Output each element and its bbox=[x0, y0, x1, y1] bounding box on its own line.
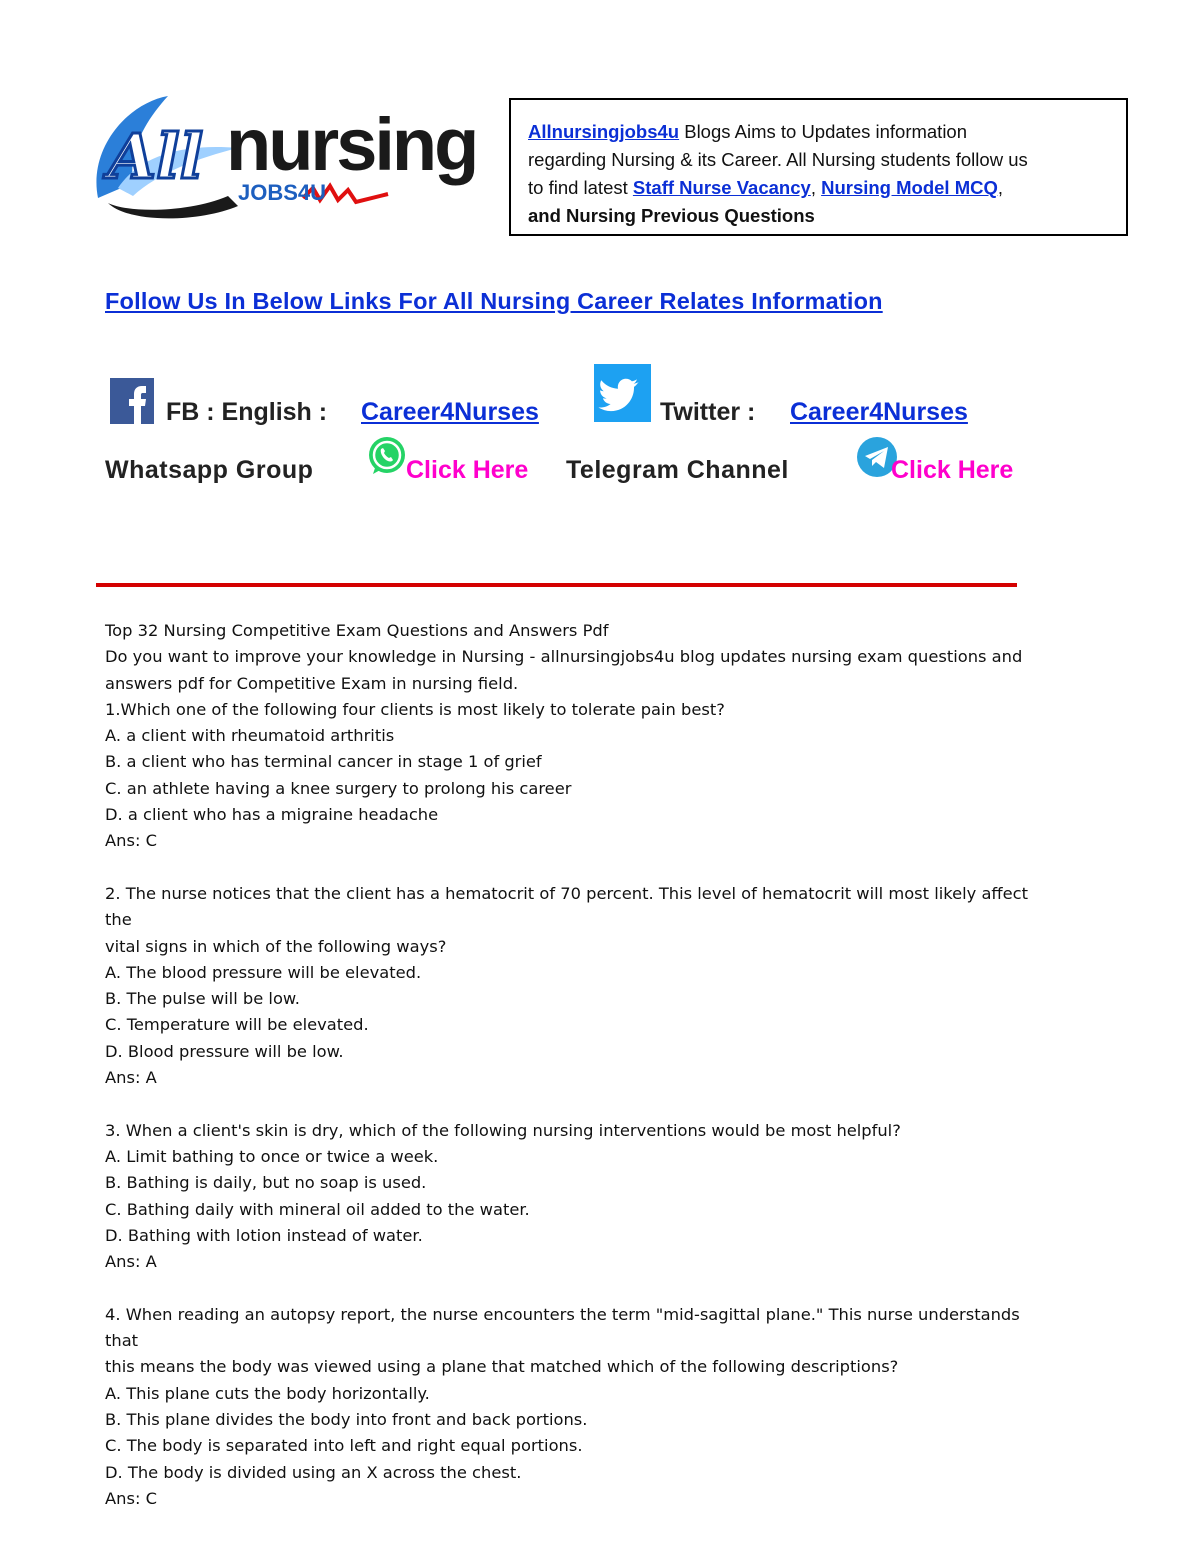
content-line: A. This plane cuts the body horizontally. bbox=[105, 1383, 430, 1403]
info-text-2: regarding Nursing & its Career. All Nursing students follow us bbox=[528, 149, 1028, 170]
content-line: the bbox=[105, 910, 132, 930]
whatsapp-icon[interactable] bbox=[365, 434, 409, 485]
follow-us-heading[interactable]: Follow Us In Below Links For All Nursing Career Relates Information bbox=[105, 288, 883, 314]
content-line: Do you want to improve your knowledge in Nursing - allnursingjobs4u blog updates nursing exam questions and bbox=[105, 647, 1023, 667]
info-comma-2: , bbox=[997, 177, 1004, 198]
twitter-icon[interactable] bbox=[594, 364, 651, 429]
twitter-career4nurses-link[interactable]: Career4Nurses bbox=[790, 398, 968, 426]
info-text-4: and Nursing Previous Questions bbox=[528, 205, 815, 226]
content-line: C. Bathing daily with mineral oil added to the water. bbox=[105, 1199, 530, 1219]
logo-sub-text: JOBS4U bbox=[238, 180, 327, 205]
logo-main-text: nursing bbox=[226, 103, 477, 186]
fb-career4nurses-link[interactable]: Career4Nurses bbox=[361, 398, 539, 426]
content-line: A. a client with rheumatoid arthritis bbox=[105, 726, 395, 746]
whatsapp-group-label: Whatsapp Group bbox=[105, 456, 314, 484]
content-line: A. Limit bathing to once or twice a week. bbox=[105, 1146, 439, 1166]
content-line: Ans: A bbox=[105, 1252, 157, 1272]
content-line: C. an athlete having a knee surgery to prolong his career bbox=[105, 778, 572, 798]
content-line: B. a client who has terminal cancer in stage 1 of grief bbox=[105, 752, 542, 772]
content-line: Ans: C bbox=[105, 831, 157, 851]
content-line: Ans: A bbox=[105, 1068, 157, 1088]
content-line: C. Temperature will be elevated. bbox=[105, 1015, 369, 1035]
content-line: 4. When reading an autopsy report, the nurse encounters the term "mid-sagittal plane." This nurse understands bbox=[105, 1304, 1020, 1324]
allnursingjobs4u-logo bbox=[88, 88, 477, 228]
facebook-icon[interactable] bbox=[110, 378, 154, 431]
info-comma: , bbox=[810, 177, 822, 198]
content-line: this means the body was viewed using a plane that matched which of the following descriptions? bbox=[105, 1357, 899, 1377]
telegram-channel-label: Telegram Channel bbox=[566, 456, 789, 484]
content-line: D. a client who has a migraine headache bbox=[105, 805, 439, 825]
blank-line bbox=[105, 1275, 1115, 1301]
content-line: A. The blood pressure will be elevated. bbox=[105, 962, 422, 982]
telegram-click-here-link[interactable]: Click Here bbox=[891, 456, 1014, 484]
blank-line bbox=[105, 855, 1115, 881]
info-text-3: to find latest bbox=[528, 177, 633, 198]
content-line: D. Bathing with lotion instead of water. bbox=[105, 1225, 423, 1245]
content-line: answers pdf for Competitive Exam in nursing field. bbox=[105, 673, 519, 693]
info-text-1: Blogs Aims to Updates information bbox=[679, 121, 968, 142]
whatsapp-click-here-link[interactable]: Click Here bbox=[406, 456, 529, 484]
nursing-model-mcq-link[interactable]: Nursing Model MCQ bbox=[821, 177, 998, 198]
content-line: vital signs in which of the following ways? bbox=[105, 936, 447, 956]
content-line: Top 32 Nursing Competitive Exam Questions and Answers Pdf bbox=[105, 621, 609, 640]
content-line: B. This plane divides the body into front and back portions. bbox=[105, 1409, 588, 1429]
content-line: 2. The nurse notices that the client has a hematocrit of 70 percent. This level of hematocrit will most likely affect bbox=[105, 883, 1028, 903]
content-line: Ans: C bbox=[105, 1488, 157, 1508]
staff-nurse-vacancy-link[interactable]: Staff Nurse Vacancy bbox=[632, 177, 811, 198]
red-divider bbox=[96, 583, 1017, 587]
twitter-label: Twitter : bbox=[660, 398, 756, 426]
content-line: B. Bathing is daily, but no soap is used. bbox=[105, 1173, 427, 1193]
fb-english-label: FB : English : bbox=[166, 398, 328, 426]
content-line: 1.Which one of the following four clients is most likely to tolerate pain best? bbox=[105, 699, 725, 719]
questions-content bbox=[105, 618, 1115, 1512]
content-line: that bbox=[105, 1331, 139, 1351]
content-line: C. The body is separated into left and right equal portions. bbox=[105, 1436, 583, 1456]
blank-line bbox=[105, 1091, 1115, 1117]
content-line: B. The pulse will be low. bbox=[105, 989, 300, 1009]
logo-script-text: All bbox=[108, 120, 204, 193]
content-line: D. Blood pressure will be low. bbox=[105, 1041, 344, 1061]
content-line: D. The body is divided using an X across the chest. bbox=[105, 1462, 522, 1482]
allnursingjobs4u-link[interactable]: Allnursingjobs4u bbox=[528, 121, 680, 142]
blog-info-box bbox=[509, 98, 1128, 236]
content-line: 3. When a client's skin is dry, which of the following nursing interventions would be most helpful? bbox=[105, 1120, 901, 1140]
